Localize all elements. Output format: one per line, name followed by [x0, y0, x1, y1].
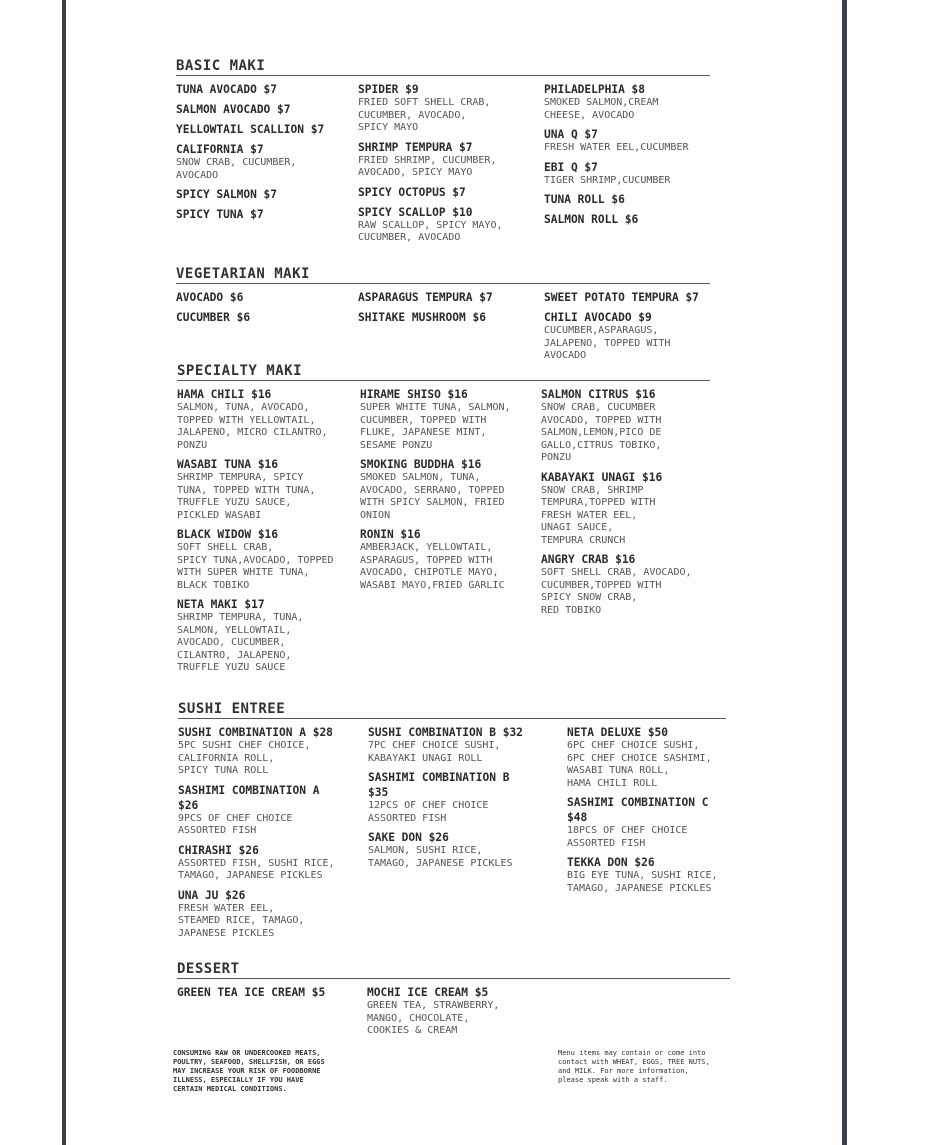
allergen-disclaimer: Menu items may contain or come into contact with WHEAT, EGGS, TREE NUTS, and MILK. For more information, please speak with a staff. — [558, 1049, 710, 1084]
section-columns — [177, 985, 730, 1055]
section-title: BASIC MAKI — [176, 58, 710, 76]
menu-item-name: SPIDER $9 — [358, 83, 419, 96]
menu-column — [360, 387, 542, 597]
menu-item — [358, 290, 542, 305]
menu-item-name: UNA JU $26 — [178, 888, 246, 902]
menu-item-name: HAMA CHILI $16 — [177, 388, 272, 401]
menu-item — [176, 310, 356, 325]
menu-item-name: ANGRY CRAB $16 — [541, 553, 636, 566]
menu-item-name: TEKKA DON $26 — [567, 856, 655, 869]
menu-item — [178, 783, 366, 838]
menu-item-name: SASHIMI COMBINATION C $48 — [567, 796, 709, 824]
raw-food-disclaimer: CONSUMING RAW OR UNDERCOOKED MEATS, POULTRY, SEAFOOD, SHELLFISH, OR EGGS MAY INCREASE YOUR RISK OF FOODBORNE ILLNESS, ESPECIALLY IF YOU HAVE CERTAIN MEDICAL CONDITIONS. — [173, 1049, 325, 1093]
menu-column — [177, 985, 365, 1005]
menu-item-name: MOCHI ICE CREAM $5 — [367, 986, 489, 999]
menu-item — [544, 212, 712, 227]
menu-item-description: RAW SCALLOP, SPICY MAYO, CUCUMBER, AVOCADO — [358, 219, 503, 243]
menu-item-name: SALMON ROLL $6 — [544, 213, 639, 226]
menu-item-description: SHRIMP TEMPURA, TUNA, SALMON, YELLOWTAIL, AVOCADO, CUCUMBER, CILANTRO, JALAPENO, TRUFFLE YUZU SAUCE — [177, 612, 304, 673]
menu-item-description: 6PC CHEF CHOICE SUSHI, 6PC CHEF CHOICE SASHIMI, WASABI TUNA ROLL, HAMA CHILI ROLL — [567, 740, 712, 789]
menu-item — [544, 82, 712, 122]
menu-item — [544, 290, 712, 305]
menu-column — [544, 82, 712, 232]
menu-item-description: 5PC SUSHI CHEF CHOICE, CALIFORNIA ROLL, SPICY TUNA ROLL — [178, 740, 311, 776]
menu-item-name: SALMON CITRUS $16 — [541, 388, 656, 401]
section-title: VEGETARIAN MAKI — [176, 266, 710, 284]
menu-item-name: SPICY TUNA $7 — [176, 208, 264, 221]
menu-item-description: FRESH WATER EEL,CUCUMBER — [544, 142, 689, 153]
menu-item-name: CALIFORNIA $7 — [176, 143, 264, 156]
menu-item-name: CHILI AVOCADO $9 — [544, 311, 652, 324]
menu-item — [368, 770, 564, 825]
menu-item — [358, 82, 542, 135]
menu-item-name: RONIN $16 — [360, 528, 421, 541]
menu-column — [177, 387, 359, 680]
menu-item-name: ASPARAGUS TEMPURA $7 — [358, 291, 493, 304]
menu-item-description: ASSORTED FISH, SUSHI RICE, TAMAGO, JAPANESE PICKLES — [178, 857, 335, 881]
menu-item-name: HIRAME SHISO $16 — [360, 388, 468, 401]
menu-item-name: SWEET POTATO TEMPURA $7 — [544, 291, 699, 304]
menu-column — [567, 725, 729, 900]
menu-item-description: SMOKED SALMON,CREAM CHEESE, AVOCADO — [544, 97, 659, 121]
menu-column — [368, 725, 564, 875]
menu-item — [176, 187, 356, 202]
menu-item — [544, 192, 712, 207]
menu-item — [567, 795, 729, 850]
menu-item — [177, 387, 359, 452]
section-dessert — [177, 961, 730, 1055]
menu-item-name: NETA DELUXE $50 — [567, 726, 669, 739]
menu-item — [176, 207, 356, 222]
menu-item-description: SNOW CRAB, CUCUMBER, AVOCADO — [176, 157, 297, 181]
menu-item-name: CHIRASHI $26 — [178, 843, 259, 857]
menu-item-name: BLACK WIDOW $16 — [177, 528, 279, 541]
menu-item — [176, 102, 356, 117]
menu-item — [368, 725, 564, 765]
menu-item — [358, 310, 542, 325]
menu-item-name: SPICY SCALLOP $10 — [358, 205, 473, 219]
menu-item — [367, 985, 567, 1038]
menu-item-description: GREEN TEA, STRAWBERRY, MANGO, CHOCOLATE, COOKIES & CREAM — [367, 1000, 500, 1036]
menu-item-name: GREEN TEA ICE CREAM $5 — [177, 986, 326, 999]
menu-item-name: UNA Q $7 — [544, 128, 598, 141]
menu-column — [358, 82, 542, 250]
menu-item-name: PHILADELPHIA $8 — [544, 83, 646, 96]
menu-item — [178, 725, 366, 778]
menu-item-name: SAKE DON $26 — [368, 831, 449, 844]
menu-item-description: SOFT SHELL CRAB, SPICY TUNA,AVOCADO, TOPPED WITH SUPER WHITE TUNA, BLACK TOBIKO — [177, 542, 334, 591]
menu-item-description: 18PCS OF CHEF CHOICE ASSORTED FISH — [567, 825, 688, 849]
section-columns — [177, 387, 710, 687]
menu-item-description: SHRIMP TEMPURA, SPICY TUNA, TOPPED WITH TUNA, TRUFFLE YUZU SAUCE, PICKLED WASABI — [177, 472, 316, 521]
menu-item-description: SNOW CRAB, CUCUMBER AVOCADO, TOPPED WITH SALMON,LEMON,PICO DE GALLO,CITRUS TOBIKO, PONZU — [541, 402, 662, 463]
menu-item-description: TIGER SHRIMP,CUCUMBER — [544, 174, 671, 186]
menu-item-description: CUCUMBER,ASPARAGUS, JALAPENO, TOPPED WITH AVOCADO — [544, 325, 671, 361]
menu-column — [176, 82, 356, 227]
menu-item-description: SNOW CRAB, SHRIMP TEMPURA,TOPPED WITH FRESH WATER EEL, UNAGI SAUCE, TEMPURA CRUNCH — [541, 484, 656, 546]
menu-item — [178, 888, 366, 941]
menu-item — [541, 387, 711, 465]
menu-item — [544, 160, 712, 188]
menu-item-description: FRESH WATER EEL, STEAMED RICE, TAMAGO, JAPANESE PICKLES — [178, 902, 305, 939]
menu-item-name: SUSHI COMBINATION B $32 — [368, 726, 523, 739]
menu-item — [176, 142, 356, 182]
section-title: SPECIALTY MAKI — [177, 363, 710, 381]
section-specialty-maki — [177, 363, 710, 687]
section-columns — [176, 290, 710, 360]
menu-item-name: YELLOWTAIL SCALLION $7 — [176, 123, 325, 136]
menu-item — [358, 185, 542, 200]
menu-column — [178, 725, 366, 945]
menu-item — [368, 830, 564, 870]
left-page-edge — [0, 0, 66, 1145]
menu-item-name: WASABI TUNA $16 — [177, 458, 279, 471]
menu-item-name: SUSHI COMBINATION A $28 — [178, 726, 333, 739]
menu-item — [360, 457, 542, 522]
menu-item-name: SASHIMI COMBINATION B $35 — [368, 771, 510, 799]
menu-item-description: 7PC CHEF CHOICE SUSHI, KABAYAKI UNAGI ROLL — [368, 740, 501, 764]
menu-item-description: SMOKED SALMON, TUNA, AVOCADO, SERRANO, TOPPED WITH SPICY SALMON, FRIED ONION — [360, 472, 505, 521]
menu-item-name: SHRIMP TEMPURA $7 — [358, 140, 473, 154]
menu-item-name: NETA MAKI $17 — [177, 598, 265, 611]
menu-item — [567, 725, 729, 790]
menu-item — [177, 457, 359, 522]
section-basic-maki — [176, 58, 710, 252]
menu-item-name: CUCUMBER $6 — [176, 311, 251, 324]
menu-item — [177, 597, 359, 675]
menu-item — [567, 855, 729, 895]
menu-item-name: KABAYAKI UNAGI $16 — [541, 470, 663, 484]
section-columns — [178, 725, 726, 955]
menu-item — [544, 310, 712, 363]
menu-item — [358, 140, 542, 180]
menu-item — [177, 527, 359, 592]
menu-item-description: AMBERJACK, YELLOWTAIL, ASPARAGUS, TOPPED WITH AVOCADO, CHIPOTLE MAYO, WASABI MAYO,FRIED GARLIC — [360, 542, 505, 591]
menu-column — [176, 290, 356, 330]
menu-item — [544, 127, 712, 155]
menu-item — [176, 82, 356, 97]
menu-item — [176, 122, 356, 137]
menu-column — [367, 985, 567, 1043]
menu-item-description: 12PCS OF CHEF CHOICE ASSORTED FISH — [368, 800, 489, 824]
menu-item-description: 9PCS OF CHEF CHOICE ASSORTED FISH — [178, 812, 293, 836]
menu-item — [178, 843, 366, 883]
menu-item — [177, 985, 365, 1000]
menu-item — [176, 290, 356, 305]
menu-item-description: SALMON, SUSHI RICE, TAMAGO, JAPANESE PICKLES — [368, 845, 513, 869]
menu-item-name: SHITAKE MUSHROOM $6 — [358, 311, 486, 324]
menu-item-name: SALMON AVOCADO $7 — [176, 103, 291, 116]
menu-item — [360, 527, 542, 592]
menu-item-name: SPICY SALMON $7 — [176, 188, 278, 201]
menu-item — [358, 205, 542, 245]
menu-column — [541, 387, 711, 622]
menu-item — [360, 387, 542, 452]
menu-item-description: SALMON, TUNA, AVOCADO, TOPPED WITH YELLOWTAIL, JALAPENO, MICRO CILANTRO, PONZU — [177, 402, 328, 451]
menu-item — [541, 552, 711, 617]
menu-item-name: AVOCADO $6 — [176, 291, 244, 304]
menu-item — [541, 470, 711, 548]
menu-item-name: TUNA AVOCADO $7 — [176, 83, 278, 96]
menu-item-description: SOFT SHELL CRAB, AVOCADO, CUCUMBER,TOPPED WITH SPICY SNOW CRAB, RED TOBIKO — [541, 567, 692, 616]
section-columns — [176, 82, 710, 252]
section-vegetarian-maki — [176, 266, 710, 360]
menu-item-description: SUPER WHITE TUNA, SALMON, CUCUMBER, TOPPED WITH FLUKE, JAPANESE MINT, SESAME PONZU — [360, 402, 511, 451]
section-title: DESSERT — [177, 961, 730, 979]
right-page-edge — [842, 0, 926, 1145]
section-sushi-entree — [178, 701, 726, 955]
menu-item-name: EBI Q $7 — [544, 160, 598, 174]
menu-item-name: SASHIMI COMBINATION A $26 — [178, 783, 320, 812]
menu-column — [544, 290, 712, 368]
menu-column — [358, 290, 542, 330]
section-title: SUSHI ENTREE — [178, 701, 726, 719]
menu-item-name: SPICY OCTOPUS $7 — [358, 185, 466, 199]
menu-item-description: FRIED SHRIMP, CUCUMBER, AVOCADO, SPICY MAYO — [358, 154, 497, 178]
menu-item-description: FRIED SOFT SHELL CRAB, CUCUMBER, AVOCADO, SPICY MAYO — [358, 97, 491, 133]
menu-item-name: SMOKING BUDDHA $16 — [360, 458, 482, 471]
menu-item-name: TUNA ROLL $6 — [544, 193, 625, 206]
menu-item-description: BIG EYE TUNA, SUSHI RICE, TAMAGO, JAPANESE PICKLES — [567, 870, 718, 894]
